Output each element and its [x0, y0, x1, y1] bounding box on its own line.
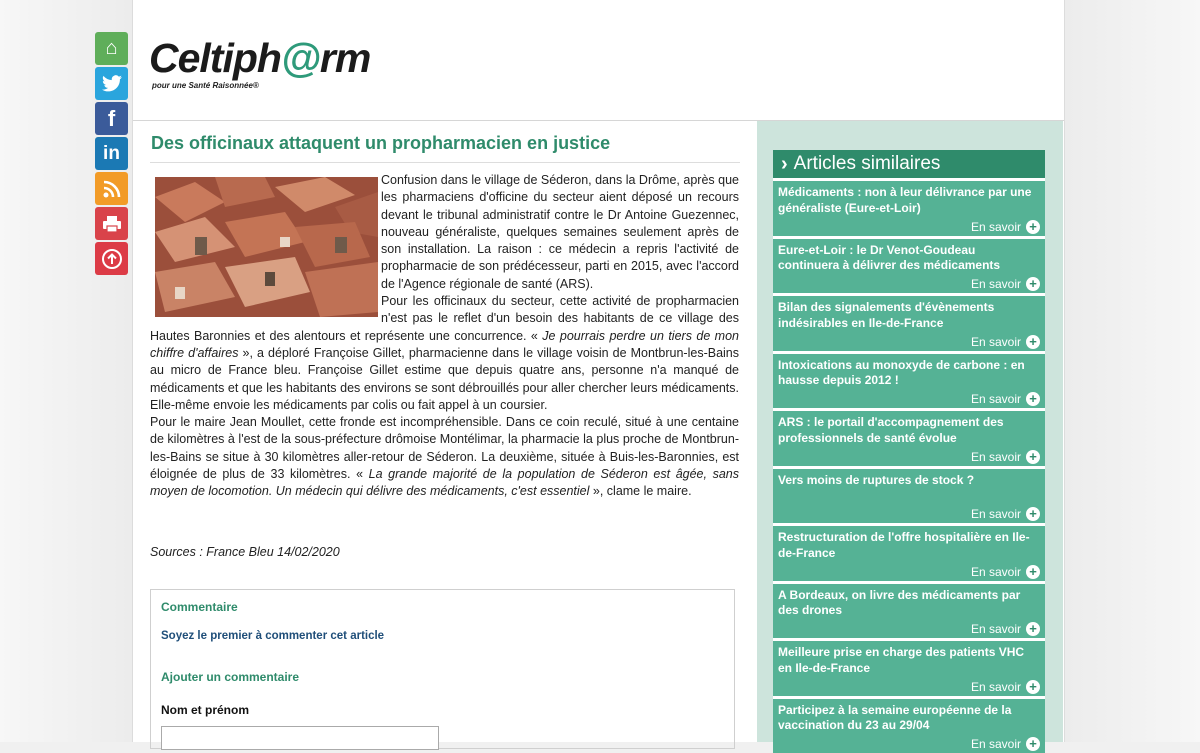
- logo-wordmark: Celtiph@rm: [149, 38, 370, 79]
- comment-heading: Commentaire: [161, 600, 238, 614]
- similar-article-title[interactable]: Intoxications au monoxyde de carbone : en hausse depuis 2012 !: [778, 358, 1039, 389]
- name-input[interactable]: [161, 726, 439, 750]
- read-more-label: En savoir: [971, 565, 1021, 579]
- similar-articles: [773, 150, 1045, 753]
- read-more-link[interactable]: [971, 277, 1040, 291]
- add-comment-heading: Ajouter un commentaire: [161, 670, 299, 684]
- similar-article-title[interactable]: Restructuration de l'offre hospitalière en Ile-de-France: [778, 530, 1039, 561]
- right-margin: [1065, 0, 1200, 742]
- read-more-label: En savoir: [971, 680, 1021, 694]
- similar-article-item[interactable]: [773, 239, 1045, 294]
- similar-article-title[interactable]: Bilan des signalements d'évènements indésirables en Ile-de-France: [778, 300, 1039, 331]
- plus-icon: +: [1026, 335, 1040, 349]
- facebook-icon[interactable]: f: [95, 102, 128, 135]
- article-title: Des officinaux attaquent un propharmacien en justice: [151, 133, 610, 154]
- article-paragraph: Confusion dans le village de Séderon, dans la Drôme, après que les pharmaciens d'officine du secteur aient déposé un recours devant le tribunal administratif contre le Dr Antoine Guezennec, nouveau généraliste, quelques semaines seulement après de son installation. La raison : ce médecin a repris l'activité de propharmacie de son prédécesseur, parti en 2015, avec l'accord de l'Agence régionale de santé (ARS).: [150, 172, 739, 293]
- twitter-icon[interactable]: [95, 67, 128, 100]
- read-more-label: En savoir: [971, 737, 1021, 751]
- social-toolbar: [95, 32, 129, 277]
- read-more-label: En savoir: [971, 335, 1021, 349]
- read-more-label: En savoir: [971, 622, 1021, 636]
- read-more-label: En savoir: [971, 450, 1021, 464]
- article-paragraph: Pour le maire Jean Moullet, cette fronde est incompréhensible. Dans ce coin reculé, situé à une centaine de kilomètres à l'est de la sous-préfecture drômoise Montélimar, la pharmacie la plus proche de Montbrun-les-Bains se situe à 30 kilomètres aller-retour de Séderon. La deuxième, située à Buis-les-Baronnies, est éloignée de plus de 33 kilomètres. « La grande majorité de la population de Séderon est âgée, sans moyen de locomotion. Un médecin qui délivre des médicaments, c'est essentiel », clame le maire.: [150, 414, 739, 500]
- similar-article-title[interactable]: Meilleure prise en charge des patients VHC en Ile-de-France: [778, 645, 1039, 676]
- scroll-top-icon[interactable]: [95, 242, 128, 275]
- read-more-link[interactable]: [971, 680, 1040, 694]
- name-label: Nom et prénom: [161, 703, 249, 717]
- plus-icon: +: [1026, 392, 1040, 406]
- plus-icon: +: [1026, 507, 1040, 521]
- read-more-link[interactable]: [971, 220, 1040, 234]
- article: [150, 121, 756, 742]
- site-logo[interactable]: [149, 38, 370, 90]
- read-more-link[interactable]: [971, 335, 1040, 349]
- chevron-right-icon: ›: [781, 153, 788, 176]
- similar-articles-heading: › Articles similaires: [773, 150, 1045, 178]
- plus-icon: +: [1026, 220, 1040, 234]
- sidebar: [757, 121, 1063, 742]
- read-more-label: En savoir: [971, 392, 1021, 406]
- plus-icon: +: [1026, 450, 1040, 464]
- plus-icon: +: [1026, 737, 1040, 751]
- read-more-link[interactable]: [971, 507, 1040, 521]
- read-more-link[interactable]: [971, 565, 1040, 579]
- similar-article-item[interactable]: [773, 296, 1045, 351]
- linkedin-icon[interactable]: in: [95, 137, 128, 170]
- read-more-link[interactable]: [971, 737, 1040, 751]
- article-paragraph: Pour les officinaux du secteur, cette activité de propharmacien n'est pas le reflet d'un besoin des habitants de ce village des Hautes Baronnies et des alentours et représente une concurrence. « Je pourrais perdre un tiers de mon chiffre d'affaires », a déploré Françoise Gillet, pharmacienne dans le village voisin de Montbrun-les-Bains au micro de France bleu. Françoise Gillet estime que depuis quatre ans, personne n'a manqué de médicaments et que les habitants des environs se sont débrouillés pour aller chercher leurs médicaments. Elle-même envoie les médicaments par colis ou fait appel à un coursier.: [150, 293, 739, 414]
- plus-icon: +: [1026, 680, 1040, 694]
- home-icon[interactable]: ⌂: [95, 32, 128, 65]
- read-more-label: En savoir: [971, 507, 1021, 521]
- logo-tagline: pour une Santé Raisonnée®: [152, 81, 370, 90]
- similar-article-item[interactable]: [773, 411, 1045, 466]
- read-more-link[interactable]: [971, 392, 1040, 406]
- print-icon[interactable]: [95, 207, 128, 240]
- similar-article-item[interactable]: [773, 181, 1045, 236]
- plus-icon: +: [1026, 277, 1040, 291]
- similar-article-title[interactable]: Vers moins de ruptures de stock ?: [778, 473, 1039, 489]
- read-more-link[interactable]: [971, 450, 1040, 464]
- plus-icon: +: [1026, 565, 1040, 579]
- similar-article-item[interactable]: [773, 699, 1045, 753]
- read-more-link[interactable]: [971, 622, 1040, 636]
- read-more-label: En savoir: [971, 220, 1021, 234]
- rss-icon[interactable]: [95, 172, 128, 205]
- title-divider: [150, 162, 740, 163]
- article-sources: Sources : France Bleu 14/02/2020: [150, 545, 340, 559]
- similar-article-title[interactable]: A Bordeaux, on livre des médicaments par des drones: [778, 588, 1039, 619]
- read-more-label: En savoir: [971, 277, 1021, 291]
- similar-article-title[interactable]: ARS : le portail d'accompagnement des professionnels de santé évolue: [778, 415, 1039, 446]
- plus-icon: +: [1026, 622, 1040, 636]
- similar-article-title[interactable]: Participez à la semaine européenne de la vaccination du 23 au 29/04: [778, 703, 1039, 734]
- similar-article-item[interactable]: [773, 469, 1045, 524]
- similar-article-item[interactable]: [773, 641, 1045, 696]
- comment-form: [150, 589, 735, 749]
- no-comments-text: Soyez le premier à commenter cet article: [161, 630, 384, 642]
- article-body: [150, 172, 739, 501]
- similar-article-item[interactable]: [773, 354, 1045, 409]
- similar-article-item[interactable]: [773, 526, 1045, 581]
- similar-article-title[interactable]: Eure-et-Loir : le Dr Venot-Goudeau continuera à délivrer des médicaments: [778, 243, 1039, 274]
- similar-article-item[interactable]: [773, 584, 1045, 639]
- site-header: [133, 0, 1064, 121]
- similar-article-title[interactable]: Médicaments : non à leur délivrance par une généraliste (Eure-et-Loir): [778, 185, 1039, 216]
